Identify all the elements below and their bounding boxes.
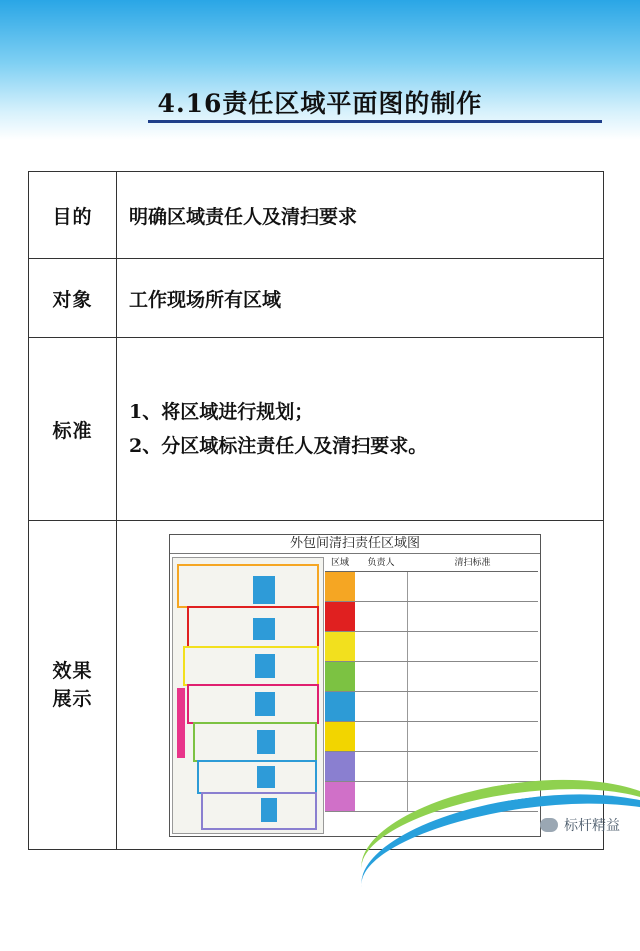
zone-outline xyxy=(183,646,319,686)
row-label-object: 对象 xyxy=(29,259,117,338)
equipment-block xyxy=(257,766,275,788)
effect-label-line-1: 效果 xyxy=(52,660,93,682)
legend-row xyxy=(325,752,538,782)
side-strip xyxy=(177,688,185,758)
floor-plan xyxy=(172,557,324,834)
legend-person-cell xyxy=(355,602,407,631)
zone-outline xyxy=(193,722,317,762)
wechat-icon xyxy=(540,818,558,832)
row-value-standard xyxy=(117,338,604,521)
brand-logo xyxy=(540,815,620,835)
equipment-block xyxy=(257,730,275,754)
equipment-block xyxy=(253,618,275,640)
row-label-purpose: 目的 xyxy=(29,172,117,259)
legend-person-cell xyxy=(355,782,407,811)
legend-standard-cell xyxy=(407,572,538,601)
legend-color-swatch xyxy=(325,752,355,781)
info-table xyxy=(28,171,604,850)
equipment-block xyxy=(255,692,275,716)
legend-standard-cell xyxy=(407,632,538,661)
legend-color-swatch xyxy=(325,722,355,751)
legend-standard-cell xyxy=(407,722,538,751)
standard-line-2: 2、分区域标注责任人及清扫要求。 xyxy=(129,435,428,457)
legend-standard-cell xyxy=(407,602,538,631)
legend-header xyxy=(325,555,538,572)
legend-table xyxy=(325,555,538,812)
row-label-effect xyxy=(29,521,117,850)
legend-header-person: 负责人 xyxy=(367,557,395,568)
table-row xyxy=(29,259,604,338)
zone-outline xyxy=(201,792,317,830)
legend-color-swatch xyxy=(325,602,355,631)
row-value-object: 工作现场所有区域 xyxy=(117,259,604,338)
legend-person-cell xyxy=(355,692,407,721)
title-underline xyxy=(148,120,602,123)
legend-header-standard: 清扫标准 xyxy=(454,557,491,568)
page-title: 4.16责任区域平面图的制作 xyxy=(157,89,483,118)
zone-outline xyxy=(187,684,319,724)
legend-color-swatch xyxy=(325,572,355,601)
legend-person-cell xyxy=(355,632,407,661)
table-row xyxy=(29,338,604,521)
legend-color-swatch xyxy=(325,662,355,691)
legend-rows xyxy=(325,572,538,812)
legend-row xyxy=(325,602,538,632)
standard-line-1: 1、将区域进行规划； xyxy=(129,401,314,423)
legend-person-cell xyxy=(355,752,407,781)
legend-person-cell xyxy=(355,572,407,601)
legend-header-zone: 区域 xyxy=(330,557,349,568)
legend-row xyxy=(325,572,538,602)
legend-standard-cell xyxy=(407,752,538,781)
legend-row xyxy=(325,632,538,662)
equipment-block xyxy=(261,798,277,822)
brand-logo-text: 标杆精益 xyxy=(564,818,620,834)
effect-label-line-2: 展示 xyxy=(52,688,93,710)
zone-outline xyxy=(177,564,319,608)
equipment-block xyxy=(255,654,275,678)
legend-color-swatch xyxy=(325,632,355,661)
figure-title: 外包间清扫责任区域图 xyxy=(170,535,540,554)
legend-standard-cell xyxy=(407,662,538,691)
row-value-purpose: 明确区域责任人及清扫要求 xyxy=(117,172,604,259)
legend-color-swatch xyxy=(325,692,355,721)
legend-person-cell xyxy=(355,662,407,691)
legend-row xyxy=(325,662,538,692)
legend-row xyxy=(325,692,538,722)
equipment-block xyxy=(253,576,275,604)
legend-person-cell xyxy=(355,722,407,751)
legend-row xyxy=(325,722,538,752)
table-row xyxy=(29,172,604,259)
row-label-standard: 标准 xyxy=(29,338,117,521)
legend-color-swatch xyxy=(325,782,355,811)
legend-standard-cell xyxy=(407,692,538,721)
